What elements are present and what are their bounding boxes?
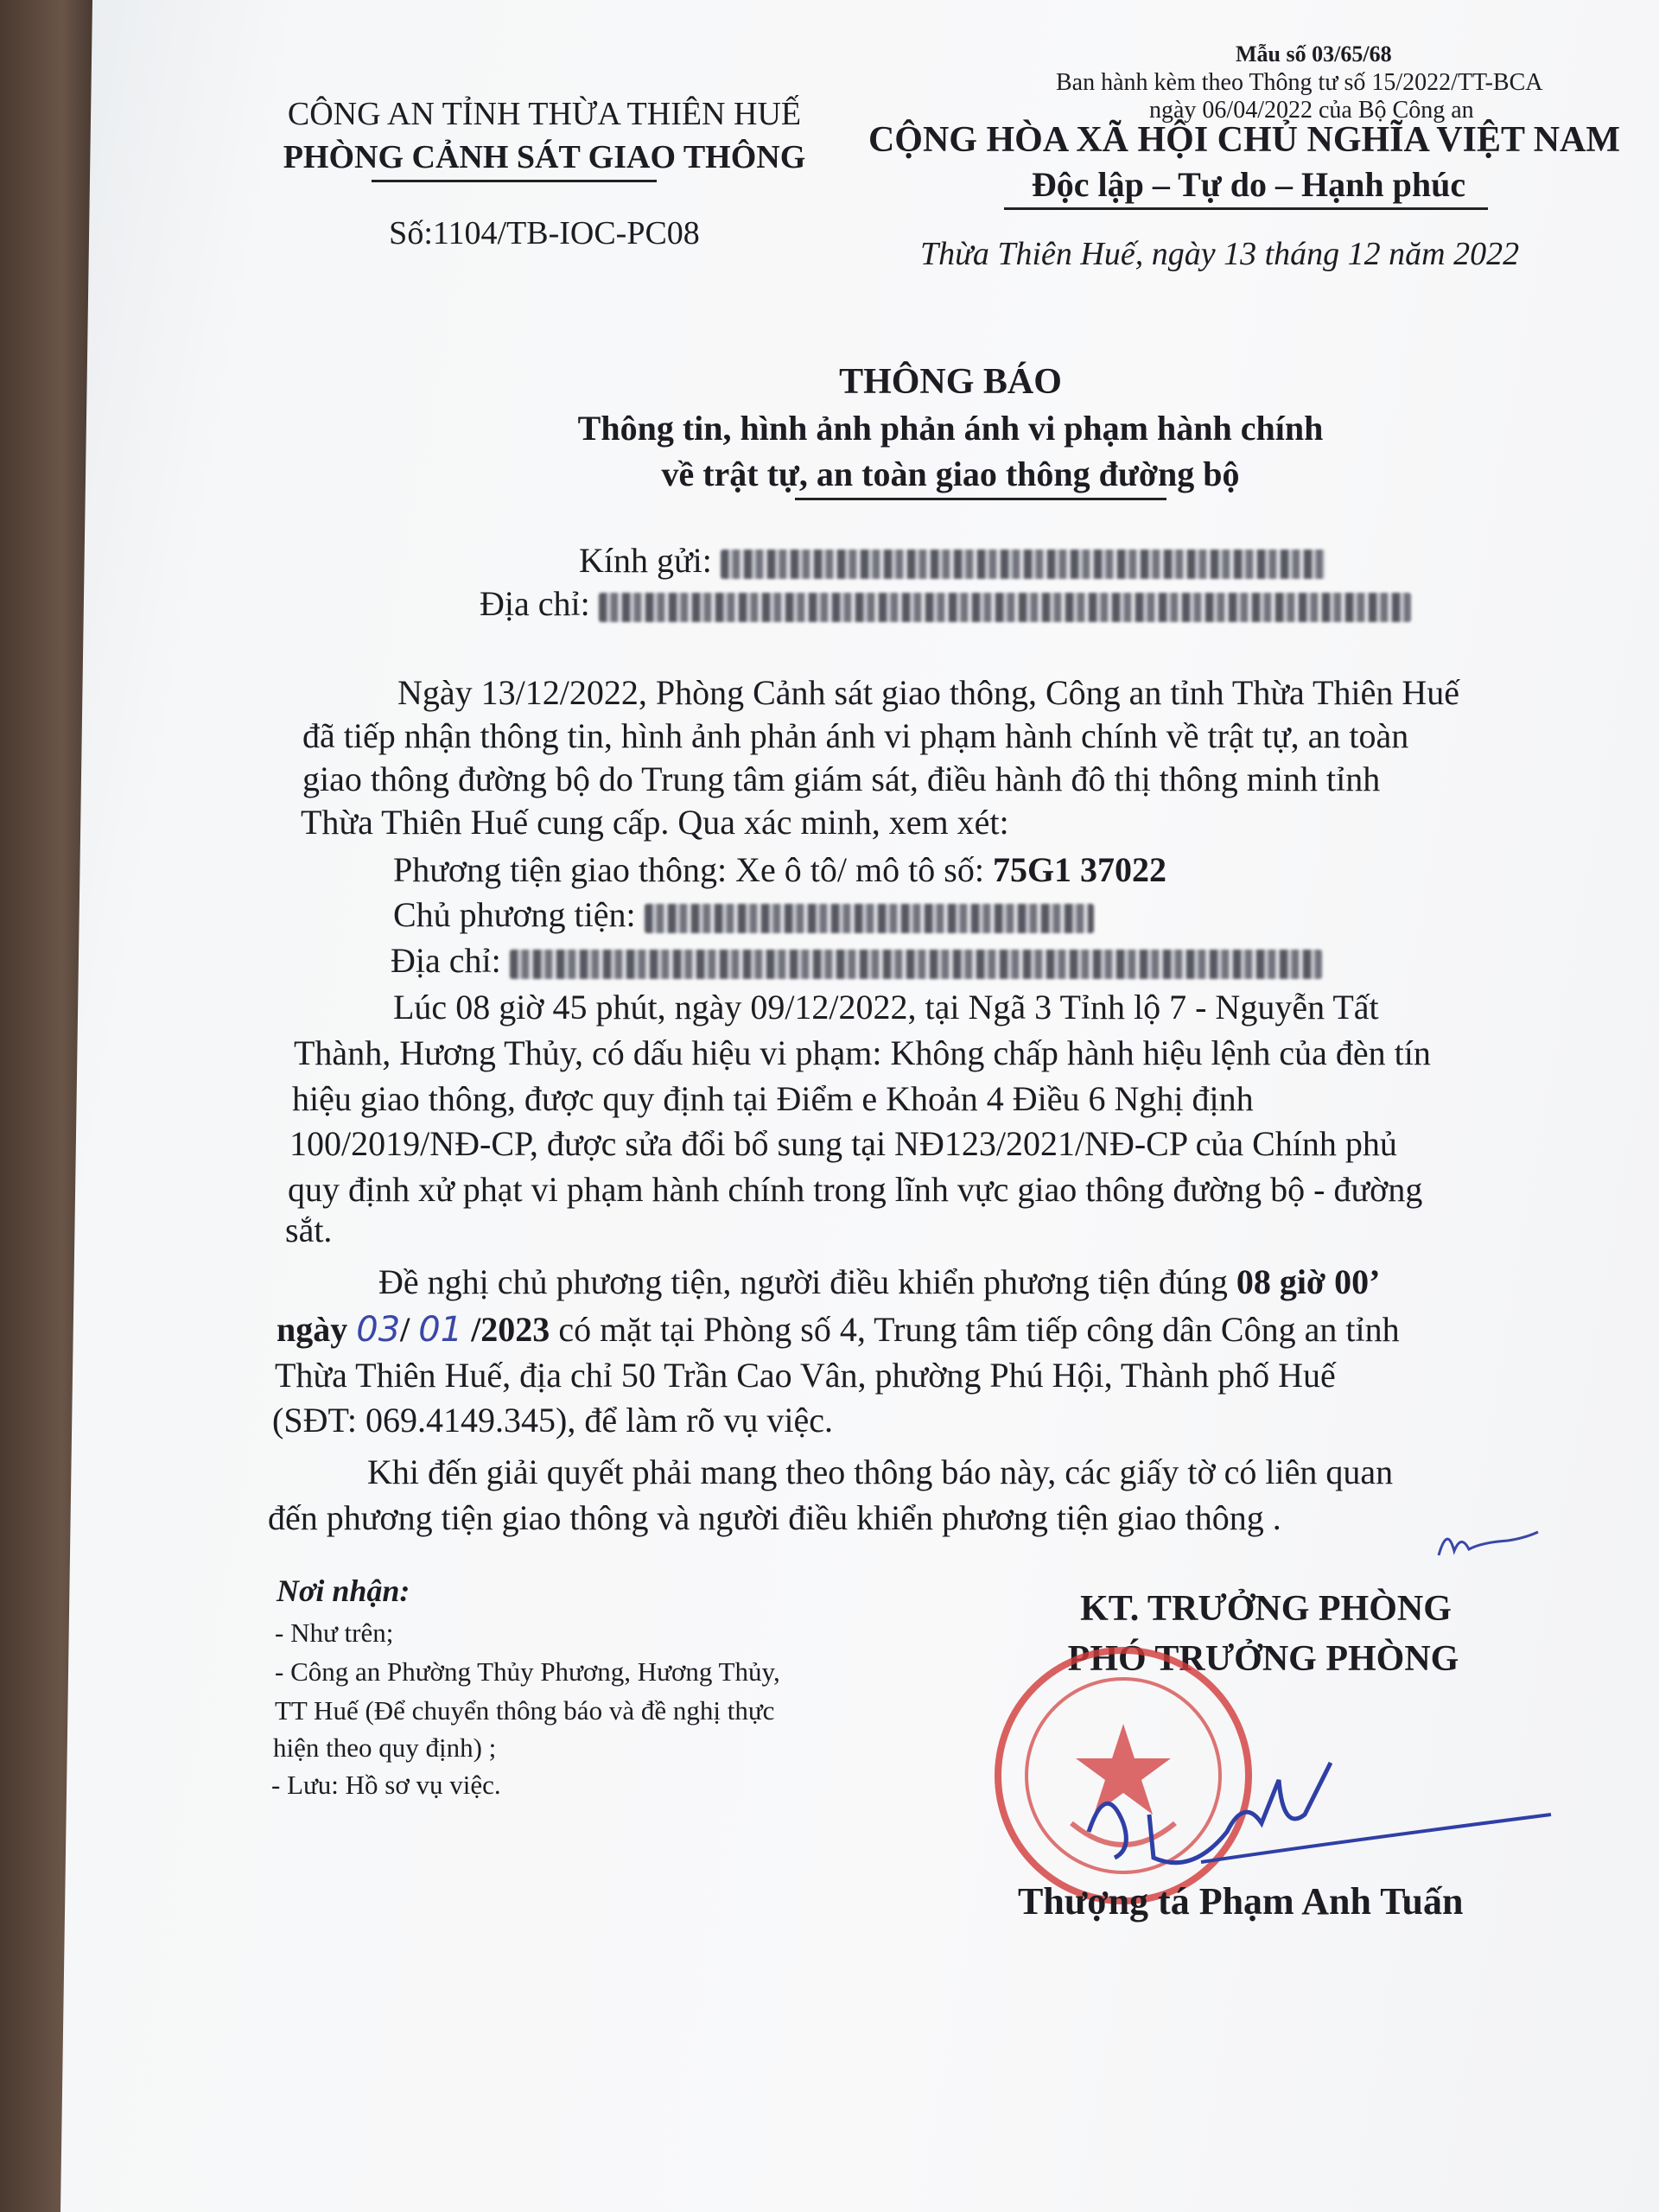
document-number: Số:1104/TB-IOC-PC08 xyxy=(389,215,700,251)
para4-line2: đến phương tiện giao thông và người điều khiển phương tiện giao thông . xyxy=(268,1498,1281,1537)
recipient-address-row xyxy=(480,583,1411,624)
recipient-label: Kính gửi: xyxy=(579,541,712,580)
para1-line1: Ngày 13/12/2022, Phòng Cảnh sát giao thông, Công an tỉnh Thừa Thiên Huế xyxy=(397,673,1459,712)
owner-label: Chủ phương tiện: xyxy=(393,895,636,934)
recipients-item-2a: - Công an Phường Thủy Phương, Hương Thủy, xyxy=(275,1656,780,1687)
redacted-owner-name xyxy=(645,904,1094,933)
owner-row xyxy=(393,894,1094,935)
recipients-item-2c: hiện theo quy định) ; xyxy=(273,1732,497,1763)
recipients-item-1: - Như trên; xyxy=(275,1618,394,1648)
recipients-item-2b: TT Huế (Để chuyển thông báo và đề nghị thực xyxy=(275,1695,775,1726)
para2-line2: Thành, Hương Thủy, có dấu hiệu vi phạm: Không chấp hành hiệu lệnh của đèn tín xyxy=(294,1033,1431,1072)
redacted-owner-address xyxy=(510,950,1322,979)
redacted-recipient-name xyxy=(721,550,1325,579)
para3-line1 xyxy=(378,1262,1380,1302)
para2-line3: hiệu giao thông, được quy định tại Điểm e Khoản 4 Điều 6 Nghị định xyxy=(292,1079,1254,1118)
signature-title-2: PHÓ TRƯỞNG PHÒNG xyxy=(1067,1639,1459,1679)
motto-underline xyxy=(1004,207,1488,210)
notice-title: THÔNG BÁO xyxy=(839,362,1062,402)
form-number: Mẫu số 03/65/68 xyxy=(1236,41,1392,67)
para2-line6: sắt. xyxy=(285,1211,333,1249)
redacted-recipient-address xyxy=(599,593,1411,622)
para1-line4: Thừa Thiên Huế cung cấp. Qua xác minh, xem xét: xyxy=(301,803,1009,842)
place-and-date: Thừa Thiên Huế, ngày 13 tháng 12 năm 2022 xyxy=(920,236,1520,272)
date-slash: / xyxy=(400,1310,410,1349)
owner-address-row xyxy=(391,940,1322,981)
recipient-address-label: Địa chỉ: xyxy=(480,584,590,623)
recipients-heading: Nơi nhận: xyxy=(276,1573,410,1608)
para1-line2: đã tiếp nhận thông tin, hình ảnh phản ánh vi phạm hành chính về trật tự, an toàn xyxy=(302,716,1409,755)
signer-name: Thượng tá Phạm Anh Tuấn xyxy=(1018,1880,1464,1923)
issued-line-1: Ban hành kèm theo Thông tư số 15/2022/TT-BCA xyxy=(1056,69,1543,96)
handwritten-month: 01 xyxy=(418,1310,463,1350)
para2-line1: Lúc 08 giờ 45 phút, ngày 09/12/2022, tại Ngã 3 Tỉnh lộ 7 - Nguyễn Tất xyxy=(393,988,1379,1027)
appointment-day-label: ngày xyxy=(276,1310,348,1349)
owner-address-label: Địa chỉ: xyxy=(391,941,501,980)
notice-subtitle-2: về trật tự, an toàn giao thông đường bộ xyxy=(661,454,1240,493)
initials-scribble xyxy=(1430,1516,1542,1568)
para3-line2-rest: có mặt tại Phòng số 4, Trung tâm tiếp công dân Công an tỉnh xyxy=(558,1310,1400,1349)
para2-line5: quy định xử phạt vi phạm hành chính trong lĩnh vực giao thông đường bộ - đường xyxy=(288,1170,1423,1209)
para3-request-text: Đề nghị chủ phương tiện, người điều khiển phương tiện đúng xyxy=(378,1262,1228,1301)
appointment-year: /2023 xyxy=(471,1310,550,1349)
vehicle-row xyxy=(393,849,1166,890)
issued-line-2: ngày 06/04/2022 của Bộ Công an xyxy=(1149,97,1474,124)
handwritten-signature xyxy=(1071,1728,1555,1901)
department-name: PHÒNG CẢNH SÁT GIAO THÔNG xyxy=(283,139,806,175)
recipients-item-3: - Lưu: Hồ sơ vụ việc. xyxy=(271,1770,501,1800)
notice-subtitle-1: Thông tin, hình ảnh phản ánh vi phạm hành chính xyxy=(577,409,1324,448)
para3-line3: Thừa Thiên Huế, địa chỉ 50 Trần Cao Vân, phường Phú Hội, Thành phố Huế xyxy=(275,1356,1336,1395)
handwritten-day: 03 xyxy=(356,1310,401,1350)
recipient-row xyxy=(579,540,1325,581)
para1-line3: giao thông đường bộ do Trung tâm giám sát, điều hành đô thị thông minh tỉnh xyxy=(302,760,1381,798)
agency-name: CÔNG AN TỈNH THỪA THIÊN HUẾ xyxy=(287,96,802,132)
title-underline xyxy=(795,498,1166,500)
vehicle-label: Phương tiện giao thông: Xe ô tô/ mô tô số: xyxy=(393,850,984,889)
license-plate: 75G1 37022 xyxy=(992,850,1167,889)
department-underline xyxy=(372,180,657,182)
para3-line2 xyxy=(276,1309,1400,1350)
para2-line4: 100/2019/NĐ-CP, được sửa đổi bổ sung tại NĐ123/2021/NĐ-CP của Chính phủ xyxy=(289,1124,1397,1163)
para3-line4: (SĐT: 069.4149.345), để làm rõ vụ việc. xyxy=(272,1401,834,1440)
appointment-time: 08 giờ 00’ xyxy=(1236,1262,1381,1301)
para4-line1: Khi đến giải quyết phải mang theo thông báo này, các giấy tờ có liên quan xyxy=(367,1452,1394,1491)
country-name: CỘNG HÒA XÃ HỘI CHỦ NGHĨA VIỆT NAM xyxy=(868,120,1621,160)
motto: Độc lập – Tự do – Hạnh phúc xyxy=(1031,165,1466,204)
signature-title-1: KT. TRƯỞNG PHÒNG xyxy=(1080,1589,1452,1629)
